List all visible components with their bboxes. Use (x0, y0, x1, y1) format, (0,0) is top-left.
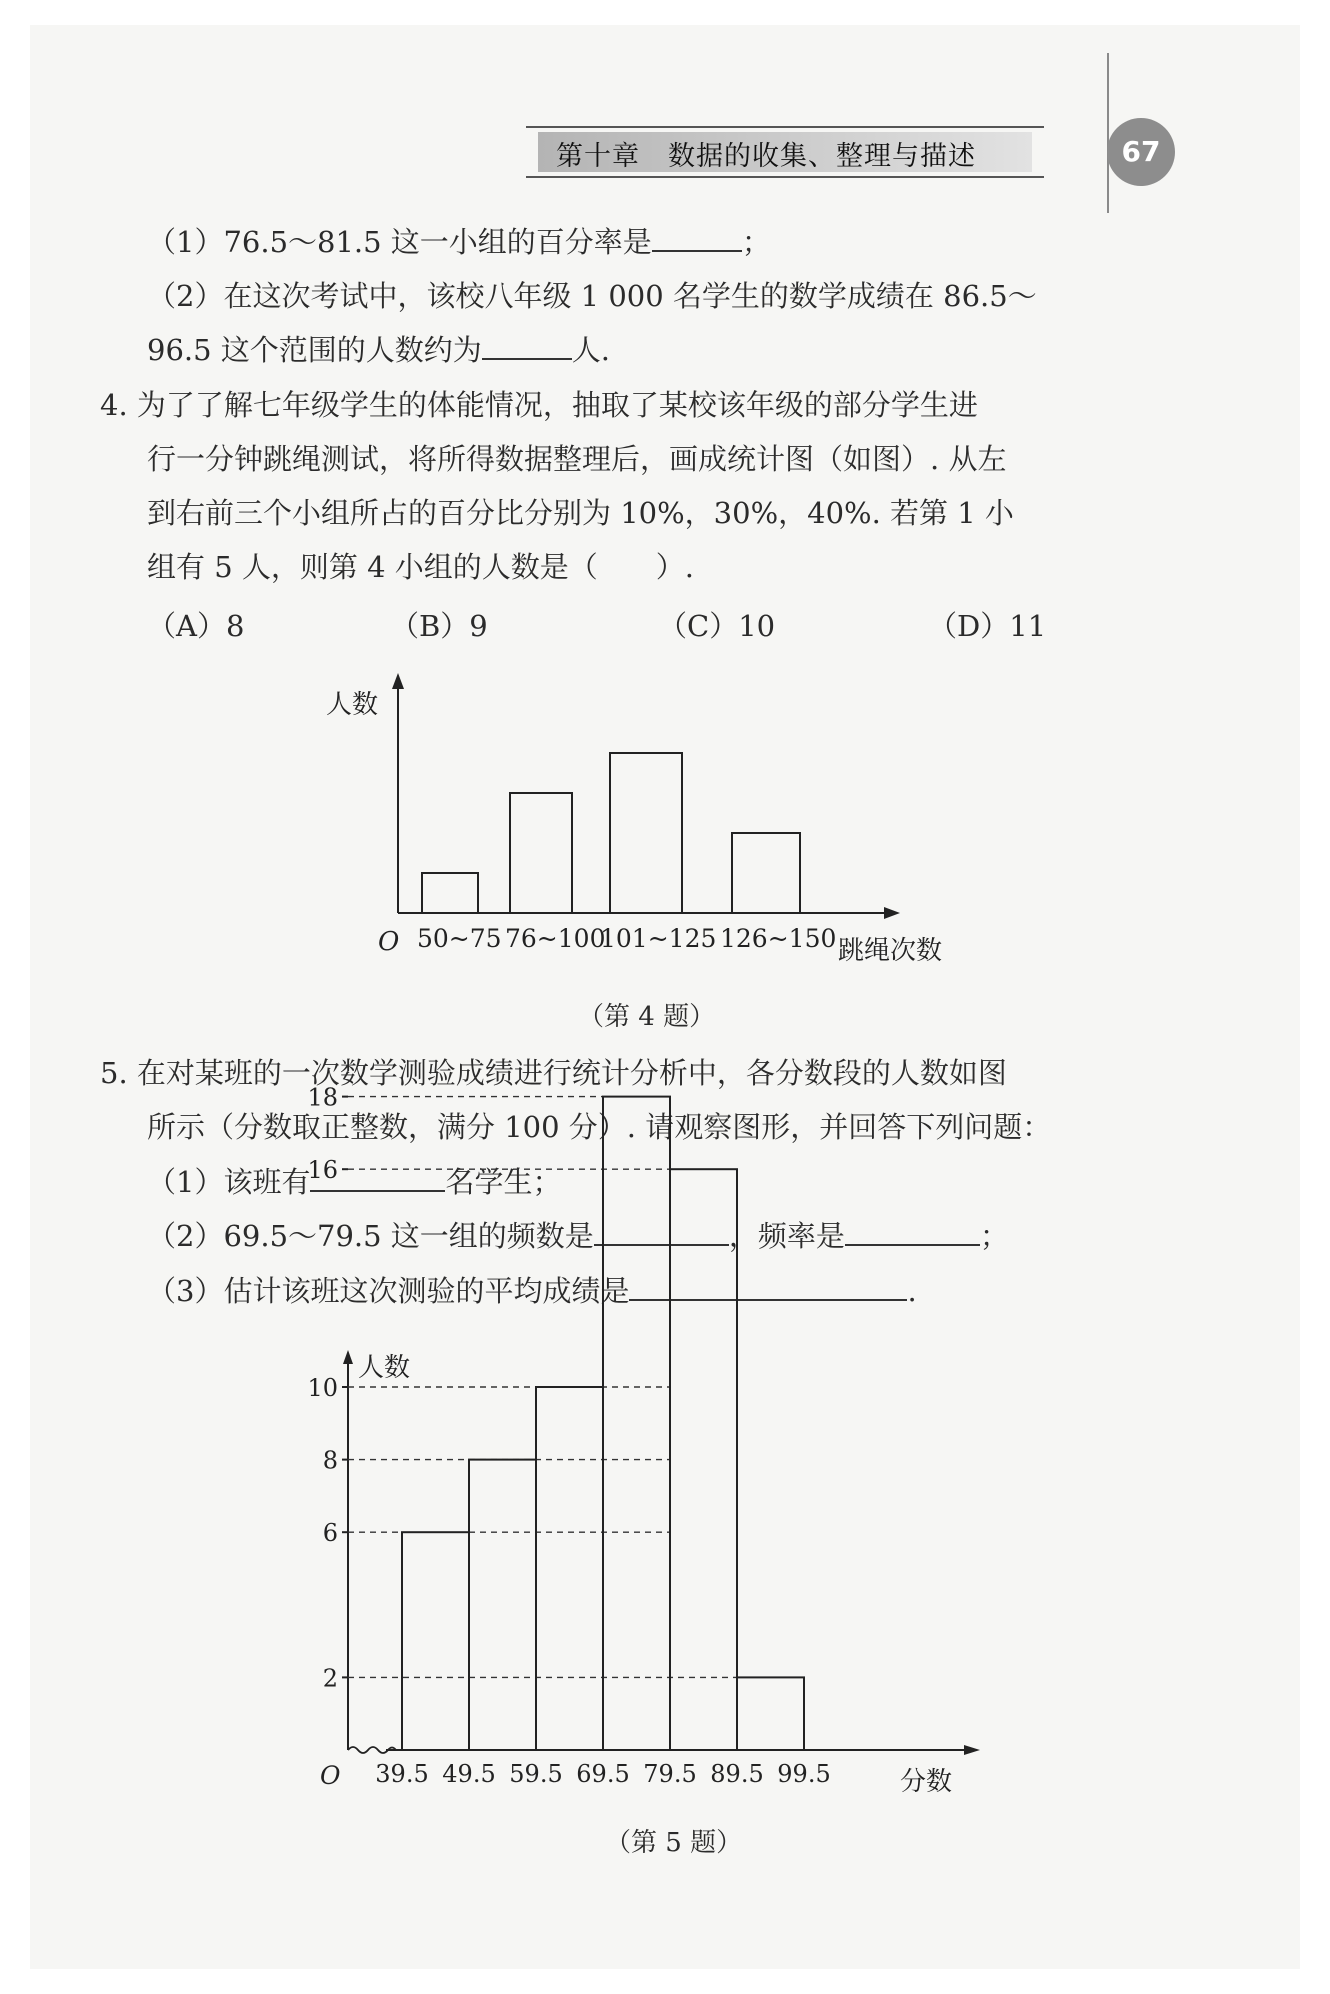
y-tick-label: 6 (322, 1519, 338, 1548)
y-axis-label: 人数 (358, 1353, 411, 1383)
page-number: 67 (1107, 118, 1175, 186)
q3-part2-line1: （2）在这次考试中，该校八年级 1 000 名学生的数学成绩在 86.5～ (147, 279, 1037, 313)
q5-part3-text: （3）估计该班这次测验的平均成绩是 (147, 1274, 630, 1308)
x-tick-label: 79.5 (643, 1760, 697, 1788)
category-label: 50~75 (417, 924, 502, 953)
bar (469, 1460, 536, 1750)
header-divider (1107, 53, 1109, 213)
q3-part1 (147, 222, 771, 262)
x-axis-arrow (964, 1745, 980, 1755)
origin-label: O (320, 1761, 341, 1790)
bar (510, 793, 572, 913)
jump-rope-histogram (300, 665, 980, 975)
q3-part2-blank (482, 330, 572, 360)
x-axis-label: 分数 (900, 1767, 953, 1797)
x-tick-label: 59.5 (509, 1760, 563, 1788)
x-tick-label: 49.5 (442, 1760, 496, 1788)
bar (536, 1387, 603, 1750)
q5-part1 (147, 1162, 561, 1202)
q5-part2-text: （2）69.5～79.5 这一组的频数是 (147, 1219, 594, 1253)
chapter-header (526, 126, 1044, 178)
q5-part3-end: . (907, 1274, 917, 1308)
q3-part1-end: ； (741, 225, 771, 259)
q5-part2-blank2 (845, 1216, 980, 1246)
q5-part3 (147, 1271, 917, 1311)
q5-part2-blank1 (594, 1216, 729, 1246)
q3-part1-text: （1）76.5～81.5 这一小组的百分率是 (147, 225, 652, 259)
x-axis-label: 跳绳次数 (838, 936, 943, 966)
q5-line2: 所示（分数取正整数，满分 100 分）. 请观察图形，并回答下列问题： (147, 1110, 1052, 1144)
y-tick-label: 8 (322, 1446, 338, 1475)
q5-part3-blank (629, 1271, 907, 1301)
y-axis-arrow (392, 673, 404, 689)
q4-option-d: （D）11 (928, 609, 1047, 643)
q4-line2: 行一分钟跳绳测试，将所得数据整理后，画成统计图（如图）. 从左 (147, 442, 1007, 476)
x-tick-label: 99.5 (777, 1760, 831, 1788)
x-tick-label: 89.5 (710, 1760, 764, 1788)
y-axis-arrow (343, 1350, 353, 1364)
q3-part2-line2 (147, 330, 610, 370)
y-tick-label: 2 (322, 1664, 338, 1693)
q5-part2-mid: ，频率是 (728, 1219, 845, 1253)
q4-line3: 到右前三个小组所占的百分比分别为 10%，30%，40%. 若第 1 小 (147, 496, 1014, 530)
q3-part1-blank (652, 222, 742, 252)
bar (422, 873, 478, 913)
x-tick-label: 69.5 (576, 1760, 630, 1788)
q3-part2-text: 96.5 这个范围的人数约为 (147, 333, 482, 367)
y-axis-label: 人数 (326, 690, 379, 720)
y-tick-label: 10 (307, 1374, 338, 1402)
q4-option-c: （C）10 (658, 609, 776, 643)
q5-part2-end: ； (979, 1219, 1009, 1253)
q4-line1: 4. 为了了解七年级学生的体能情况，抽取了某校该年级的部分学生进 (100, 388, 978, 422)
q3-part2-end: 人. (571, 333, 611, 367)
origin-label: O (378, 927, 400, 957)
q4-option-a: （A）8 (147, 609, 245, 643)
q4-caption: （第 4 题） (578, 1002, 716, 1032)
y-tick-label: 16 (307, 1156, 338, 1185)
chapter-title: 第十章 数据的收集、整理与描述 (556, 141, 976, 172)
q5-part1-text: （1）该班有 (147, 1165, 311, 1199)
q5-caption: （第 5 题） (605, 1828, 743, 1858)
q4-option-b: （B）9 (390, 609, 488, 643)
q5-part2 (147, 1216, 1009, 1256)
bar (402, 1532, 469, 1750)
q5-line1: 5. 在对某班的一次数学测验成绩进行统计分析中，各分数段的人数如图 (100, 1056, 1007, 1090)
x-axis-arrow (884, 907, 900, 919)
category-label: 76~100 (505, 924, 606, 953)
q4-line4: 组有 5 人，则第 4 小组的人数是（ ）. (147, 550, 694, 584)
axis-break (348, 1747, 396, 1753)
y-tick-label: 18 (307, 1083, 338, 1112)
bar (610, 753, 682, 913)
category-label: 126~150 (720, 924, 837, 953)
category-label: 101~125 (600, 924, 717, 953)
x-tick-label: 39.5 (375, 1760, 429, 1788)
bar (737, 1677, 804, 1750)
bar (732, 833, 800, 913)
q5-part1-end: 名学生； (445, 1165, 562, 1199)
